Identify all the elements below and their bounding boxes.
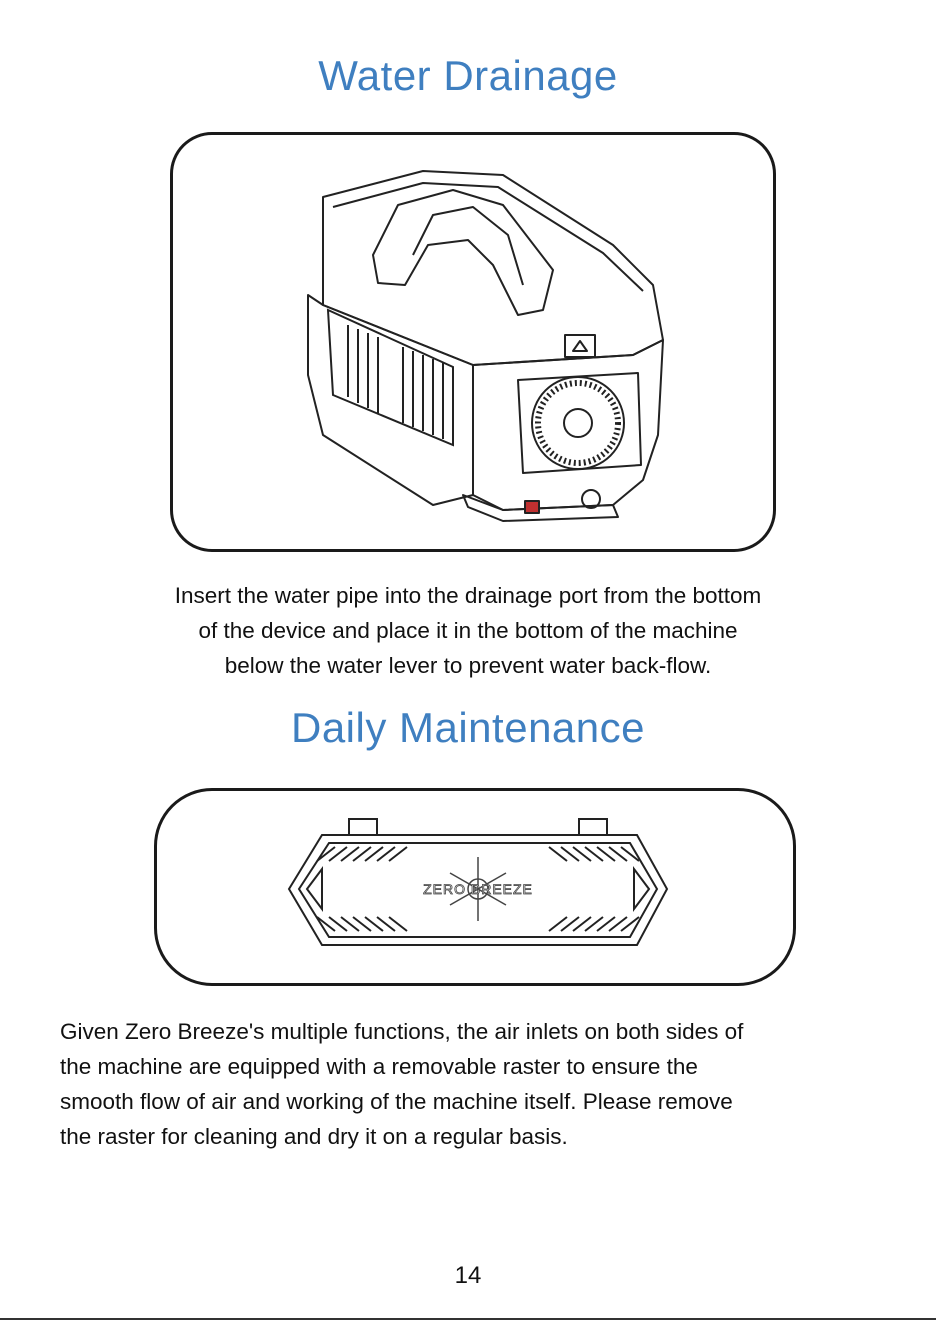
drainage-instructions [60, 578, 876, 683]
page-bottom-divider [0, 1318, 936, 1320]
water-drainage-title: Water Drainage [318, 52, 618, 99]
raster-grille-illustration [157, 791, 793, 983]
air-conditioner-illustration [173, 135, 773, 549]
drainage-illustration-frame [170, 132, 776, 552]
maintenance-line-4: the raster for cleaning and dry it on a regular basis. [60, 1124, 568, 1149]
maintenance-line-2: the machine are equipped with a removable raster to ensure the [60, 1054, 698, 1079]
grille-logo-text: ZERO BREEZE [423, 881, 533, 897]
drainage-line-2: of the device and place it in the bottom of the machine [198, 618, 738, 643]
maintenance-line-1: Given Zero Breeze's multiple functions, the air inlets on both sides of [60, 1019, 744, 1044]
front-fan-icon [532, 377, 624, 469]
daily-maintenance-title: Daily Maintenance [290, 704, 645, 751]
maintenance-instructions [60, 1014, 890, 1154]
maintenance-line-3: smooth flow of air and working of the machine itself. Please remove [60, 1089, 733, 1114]
raster-illustration-frame [154, 788, 796, 986]
drainage-line-1: Insert the water pipe into the drainage port from the bottom [174, 583, 762, 608]
drainage-line-3: below the water lever to prevent water back-flow. [224, 653, 712, 678]
page-number: 14 [454, 1262, 482, 1289]
